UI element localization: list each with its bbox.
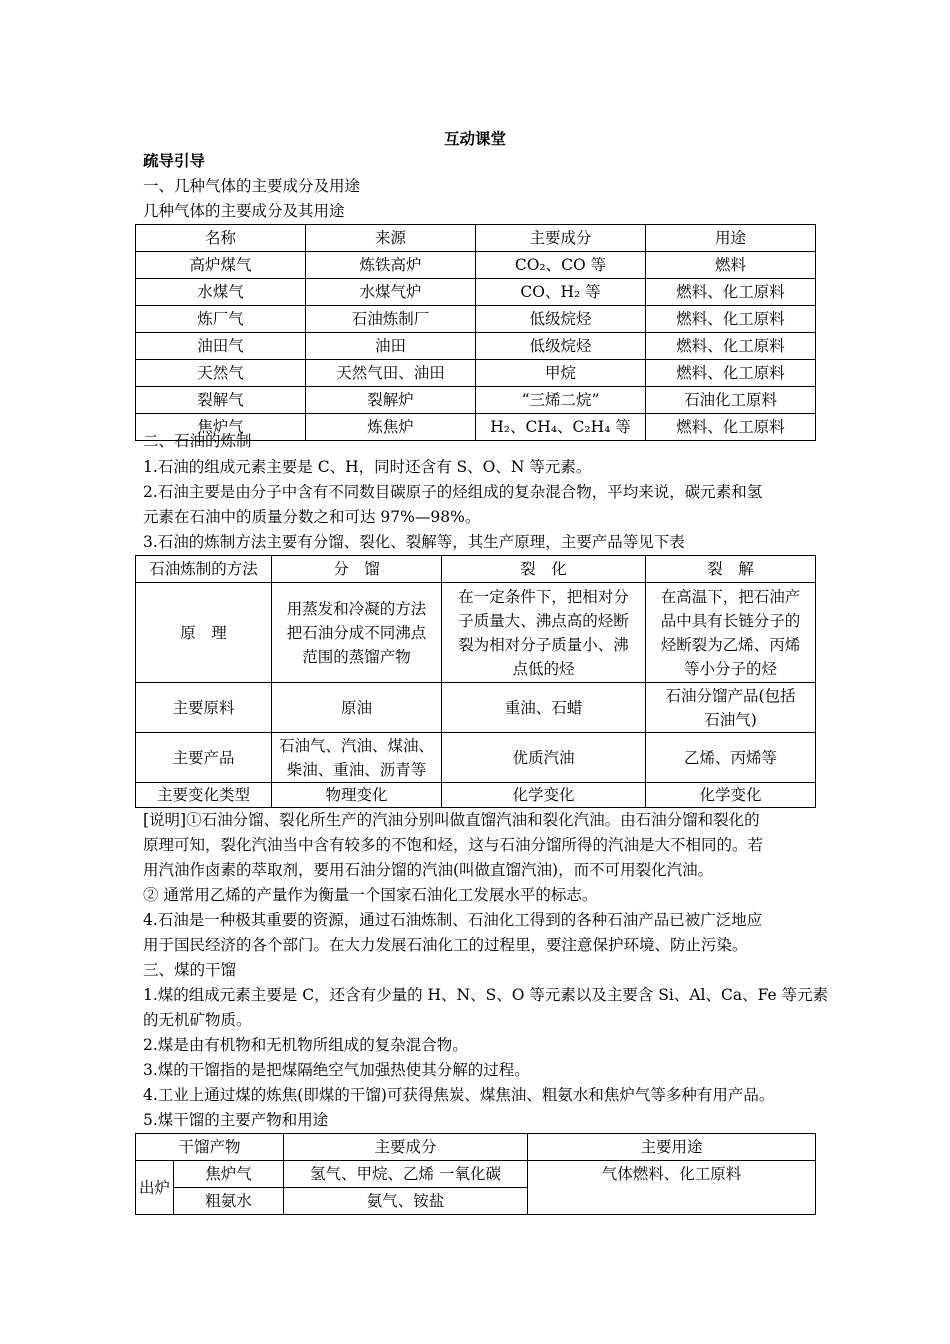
gas-source: 水煤气炉 [306,279,476,306]
cell-line: 烃断裂为乙烯、丙烯 [660,635,801,654]
header-cell: 裂 解 [646,556,816,583]
cell-line: 品中具有长链分子的 [660,611,801,630]
gas-name: 水煤气 [136,279,306,306]
table-header-row [136,225,816,252]
gas-composition: 低级烷烃 [476,306,646,333]
note-line-4: ② 通常用乙烯的产量作为衡量一个国家石油化工发展水平的标志。 [143,886,598,904]
cell-line: 点低的烃 [512,659,575,678]
gas-use: 燃料、化工原料 [646,360,816,387]
row-label: 主要变化类型 [136,783,272,808]
gas-composition: “三烯二烷” [476,387,646,414]
gas-name: 天然气 [136,360,306,387]
sec2-p2b: 元素在石油中的质量分数之和可达 97%—98%。 [143,508,481,526]
table-row [136,583,816,683]
header-cell: 裂 化 [442,556,646,583]
table-row [136,360,816,387]
cell: 重油、石蜡 [442,683,646,733]
section-heading: 疏导引导 [143,152,206,170]
sec1-table-caption: 几种气体的主要成分及其用途 [143,202,345,220]
table-row [136,333,816,360]
sec2-p4a: 4.石油是一种极其重要的资源，通过石油炼制、石油化工得到的各种石油产品已被广泛地应 [143,911,763,929]
table-row [136,733,816,783]
product-name: 粗氨水 [174,1188,284,1215]
gas-use: 燃料、化工原料 [646,333,816,360]
gas-name: 裂解气 [136,387,306,414]
sec2-p2a: 2.石油主要是由分子中含有不同数目碳原子的烃组成的复杂混合物，平均来说，碳元素和氢 [143,483,763,501]
cell-line: 石油气) [704,710,757,729]
gas-composition: 低级烷烃 [476,333,646,360]
product-use: 气体燃料、化工原料 [528,1161,816,1215]
principle-cell [646,583,816,683]
table-header-row [136,556,816,583]
gas-source: 裂解炉 [306,387,476,414]
gas-source: 炼焦炉 [306,414,476,441]
table-row [136,306,816,333]
row-label: 主要产品 [136,733,272,783]
header-cell: 名称 [136,225,306,252]
cell: 化学变化 [442,783,646,808]
cell-line: 在一定条件下，把相对分 [458,587,629,606]
row-label: 主要原料 [136,683,272,733]
header-cell: 主要成分 [284,1134,528,1161]
note-line-3: 用汽油作卤素的萃取剂，要用石油分馏的汽油(叫做直馏汽油)，而不可用裂化汽油。 [143,861,714,879]
refining-table [135,555,816,808]
gas-name: 油田气 [136,333,306,360]
gas-table [135,224,816,441]
table-row [136,252,816,279]
sec2-p1: 1.石油的组成元素主要是 C、H，同时还含有 S、O、N 等元素。 [143,458,592,476]
product-composition: 氢气、甲烷、乙烯 一氧化碳 [284,1161,528,1188]
cell-line: 石油分馏产品(包括 [665,686,796,705]
cell-line: 柴油、重油、沥青等 [286,760,427,779]
header-cell: 干馏产物 [136,1134,284,1161]
sec3-p3: 3.煤的干馏指的是把煤隔绝空气加强热使其分解的过程。 [143,1061,530,1079]
gas-composition: CO、H₂ 等 [476,279,646,306]
cell-line: 裂为相对分子质量小、沸 [458,635,629,654]
gas-use: 燃料、化工原料 [646,306,816,333]
cell: 化学变化 [646,783,816,808]
cell: 物理变化 [272,783,442,808]
cell: 优质汽油 [442,733,646,783]
gas-source: 油田 [306,333,476,360]
table-row [136,279,816,306]
product-composition: 氨气、铵盐 [284,1188,528,1215]
sec3-p1b: 的无机矿物质。 [143,1011,252,1029]
sec2-title: 二、石油的炼制 [143,432,252,450]
gas-use: 燃料 [646,252,816,279]
sec2-p4b: 用于国民经济的各个部门。在大力发展石油化工的过程里，要注意保护环境、防止污染。 [143,936,748,954]
table-row [136,683,816,733]
cell-line: 用蒸发和冷凝的方法 [286,599,427,618]
cell-line: 范围的蒸馏产物 [302,647,411,666]
cell: 乙烯、丙烯等 [646,733,816,783]
sec3-p2: 2.煤是由有机物和无机物所组成的复杂混合物。 [143,1036,468,1054]
sec3-p4: 4.工业上通过煤的炼焦(即煤的干馏)可获得焦炭、煤焦油、粗氨水和焦炉气等多种有用产品。 [143,1086,775,1104]
coal-table [135,1133,816,1215]
header-cell: 主要成分 [476,225,646,252]
gas-name: 炼厂气 [136,306,306,333]
group-label: 出炉 [136,1161,174,1215]
gas-composition: 甲烷 [476,360,646,387]
principle-cell [272,583,442,683]
gas-source: 石油炼制厂 [306,306,476,333]
cell-line: 子质量大、沸点高的烃断 [458,611,629,630]
table-row [136,387,816,414]
cell-line: 石油气、汽油、煤油、 [278,736,434,755]
table-row [136,1161,816,1188]
header-cell: 石油炼制的方法 [136,556,272,583]
gas-name: 高炉煤气 [136,252,306,279]
cell-line: 把石油分成不同沸点 [286,623,427,642]
gas-source: 炼铁高炉 [306,252,476,279]
sec3-p5: 5.煤干馏的主要产物和用途 [143,1111,329,1129]
sec3-p1a: 1.煤的组成元素主要是 C，还含有少量的 H、N、S、O 等元素以及主要含 Si、Al、Ca、Fe 等元素 [143,986,829,1004]
principle-cell [442,583,646,683]
gas-use: 燃料、化工原料 [646,414,816,441]
gas-use: 石油化工原料 [646,387,816,414]
cell-line: 在高温下，把石油产 [660,587,801,606]
gas-use: 燃料、化工原料 [646,279,816,306]
row-label: 原 理 [136,583,272,683]
table-row [136,783,816,808]
header-cell: 主要用途 [528,1134,816,1161]
cell: 原油 [272,683,442,733]
header-cell: 分 馏 [272,556,442,583]
gas-composition: CO₂、CO 等 [476,252,646,279]
product-name: 焦炉气 [174,1161,284,1188]
sec2-p3: 3.石油的炼制方法主要有分馏、裂化、裂解等，其生产原理，主要产品等见下表 [143,533,685,551]
gas-name: 焦炉气 [136,414,306,441]
cell [646,683,816,733]
page-title: 互动课堂 [443,130,506,148]
cell [272,733,442,783]
cell-line: 等小分子的烃 [683,659,777,678]
note-line-2: 原理可知，裂化汽油当中含有较多的不饱和烃，这与石油分馏所得的汽油是大不相同的。若 [143,836,764,854]
sec3-title: 三、煤的干馏 [143,961,237,979]
note-line-1: [说明]①石油分馏、裂化所生产的汽油分别叫做直馏汽油和裂化汽油。由石油分馏和裂化的 [143,811,760,829]
table-header-row [136,1134,816,1161]
header-cell: 用途 [646,225,816,252]
gas-composition: H₂、CH₄、C₂H₄ 等 [476,414,646,441]
gas-source: 天然气田、油田 [306,360,476,387]
sec1-title: 一、几种气体的主要成分及用途 [143,177,361,195]
header-cell: 来源 [306,225,476,252]
